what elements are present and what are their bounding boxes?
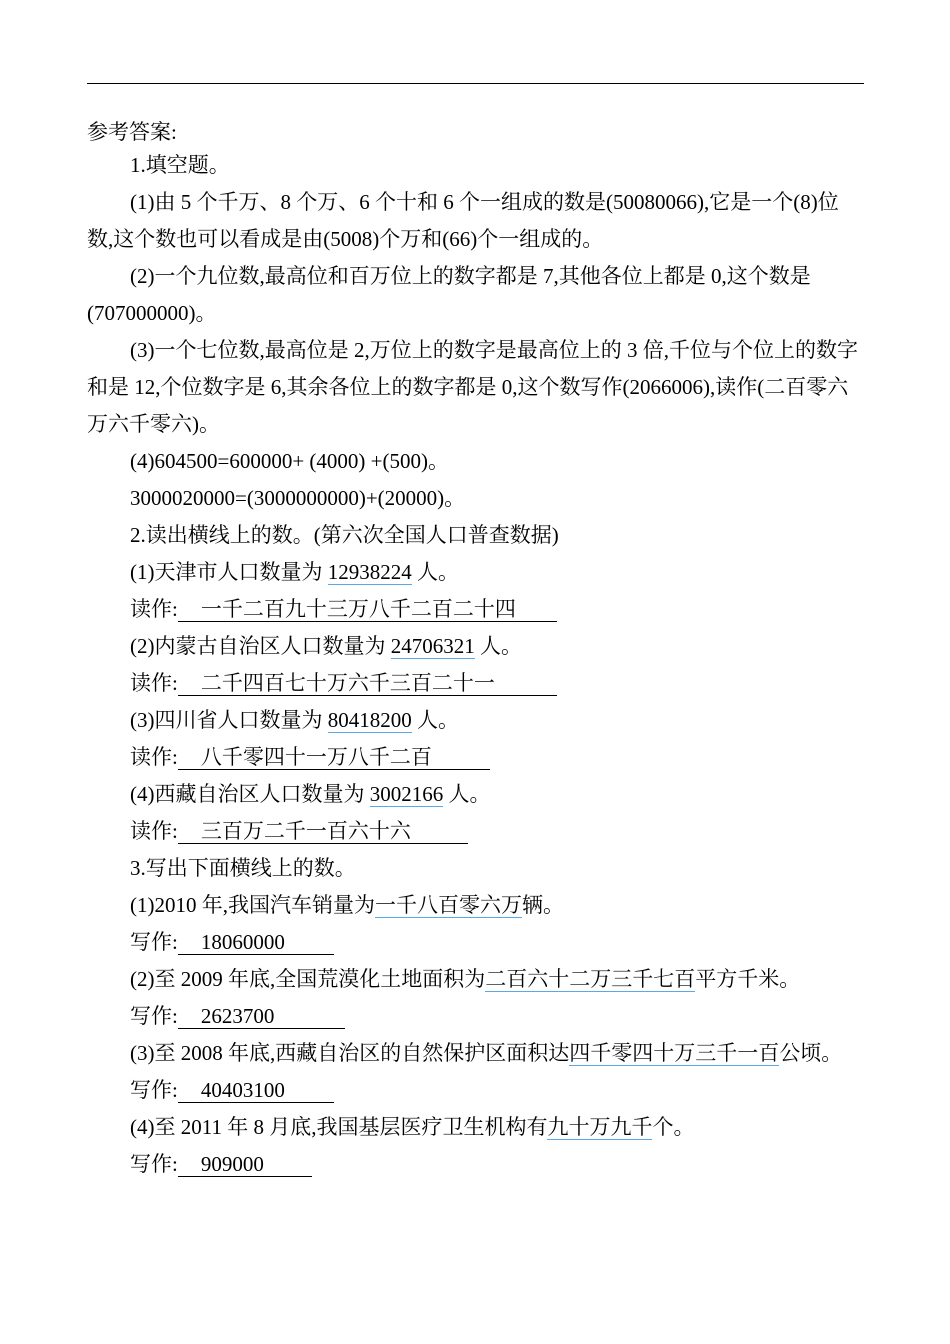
answer-label: 读作: [130, 671, 178, 695]
underlined-words: 四千零四十万三千一百 [569, 1041, 780, 1065]
answer-blank [178, 1004, 345, 1029]
answer-blank [178, 671, 557, 696]
answer-label: 读作: [130, 597, 178, 621]
s2-answer-line [87, 591, 864, 628]
answer-text: 一千二百九十三万八千二百二十四 [200, 597, 516, 621]
s3-answer-line [87, 1072, 864, 1109]
answer-label: 写作: [130, 930, 178, 954]
answer-text: 二千四百七十万六千三百二十一 [200, 671, 495, 695]
answer-sheet [87, 121, 864, 1183]
answer-label: 写作: [130, 1078, 178, 1102]
s2-item-unit: 人。 [411, 560, 459, 584]
s3-item [87, 1035, 864, 1072]
s2-item [87, 776, 864, 813]
header-rule [87, 83, 864, 84]
s3-item-text: (2)至 2009 年底,全国荒漠化土地面积为 [130, 967, 486, 991]
s2-item-text: (3)四川省人口数量为 [130, 708, 328, 732]
s1-q4a: (4)604500=600000+ (4000) +(500)。 [130, 449, 449, 473]
s1-q2: (2)一个九位数,最高位和百万位上的数字都是 7,其他各位上都是 0,这个数是(707000000)。 [87, 264, 811, 325]
answer-heading: 参考答案: [87, 120, 177, 144]
s3-item-text: (1)2010 年,我国汽车销量为 [130, 893, 375, 917]
s3-item-unit: 公顷。 [779, 1041, 843, 1065]
s3-answer-line [87, 1146, 864, 1183]
underlined-words: 九十万九千 [547, 1115, 653, 1139]
underlined-number: 24706321 [390, 634, 475, 658]
s3-item-unit: 辆。 [522, 893, 564, 917]
s3-item [87, 887, 864, 924]
s1-q4b: 3000020000=(3000000000)+(20000)。 [130, 486, 466, 510]
section3-title: 3.写出下面横线上的数。 [130, 856, 356, 880]
answer-blank [178, 819, 468, 844]
s3-item-text: (4)至 2011 年 8 月底,我国基层医疗卫生机构有 [130, 1115, 548, 1139]
s3-answer-line [87, 924, 864, 961]
section1-title: 1.填空题。 [130, 153, 230, 177]
answer-text: 40403100 [200, 1078, 285, 1102]
s2-item-unit: 人。 [474, 634, 522, 658]
underlined-number: 80418200 [327, 708, 412, 732]
answer-text: 八千零四十一万八千二百 [200, 745, 432, 769]
s2-answer-line [87, 813, 864, 850]
underlined-number: 3002166 [369, 782, 444, 806]
answer-label: 写作: [130, 1152, 178, 1176]
answer-label: 写作: [130, 1004, 178, 1028]
s2-answer-line [87, 665, 864, 702]
s2-item [87, 554, 864, 591]
s2-item [87, 628, 864, 665]
answer-blank [178, 745, 490, 770]
s1-q3: (3)一个七位数,最高位是 2,万位上的数字是最高位上的 3 倍,千位与个位上的数字和是 12,个位数字是 6,其余各位上的数字都是 0,这个数写作(2066006),读作(二百零六万六千零六)。 [87, 338, 858, 436]
section2-title: 2.读出横线上的数。(第六次全国人口普查数据) [130, 523, 559, 547]
answer-label: 读作: [130, 819, 178, 843]
s2-item-unit: 人。 [411, 708, 459, 732]
s2-item-text: (1)天津市人口数量为 [130, 560, 328, 584]
s3-item-unit: 平方千米。 [695, 967, 801, 991]
answer-blank [178, 1152, 312, 1177]
s2-answer-line [87, 739, 864, 776]
s1-q1: (1)由 5 个千万、8 个万、6 个十和 6 个一组成的数是(50080066),它是一个(8)位数,这个数也可以看成是由(5008)个万和(66)个一组成的。 [87, 190, 839, 251]
s3-item [87, 1109, 864, 1146]
answer-label: 读作: [130, 745, 178, 769]
underlined-words: 二百六十二万三千七百 [485, 967, 696, 991]
s3-item-unit: 个。 [652, 1115, 695, 1139]
answer-blank [178, 930, 334, 955]
s2-item-unit: 人。 [443, 782, 491, 806]
s2-item-text: (2)内蒙古自治区人口数量为 [130, 634, 391, 658]
s3-item-text: (3)至 2008 年底,西藏自治区的自然保护区面积达 [130, 1041, 570, 1065]
answer-text: 18060000 [200, 930, 285, 954]
underlined-words: 一千八百零六万 [375, 893, 522, 917]
s3-item [87, 961, 864, 998]
answer-text: 909000 [200, 1152, 264, 1176]
answer-blank [178, 1078, 334, 1103]
answer-text: 三百万二千一百六十六 [200, 819, 411, 843]
answer-blank [178, 597, 557, 622]
answer-text: 2623700 [200, 1004, 275, 1028]
s2-item [87, 702, 864, 739]
s3-answer-line [87, 998, 864, 1035]
underlined-number: 12938224 [327, 560, 412, 584]
s2-item-text: (4)西藏自治区人口数量为 [130, 782, 370, 806]
